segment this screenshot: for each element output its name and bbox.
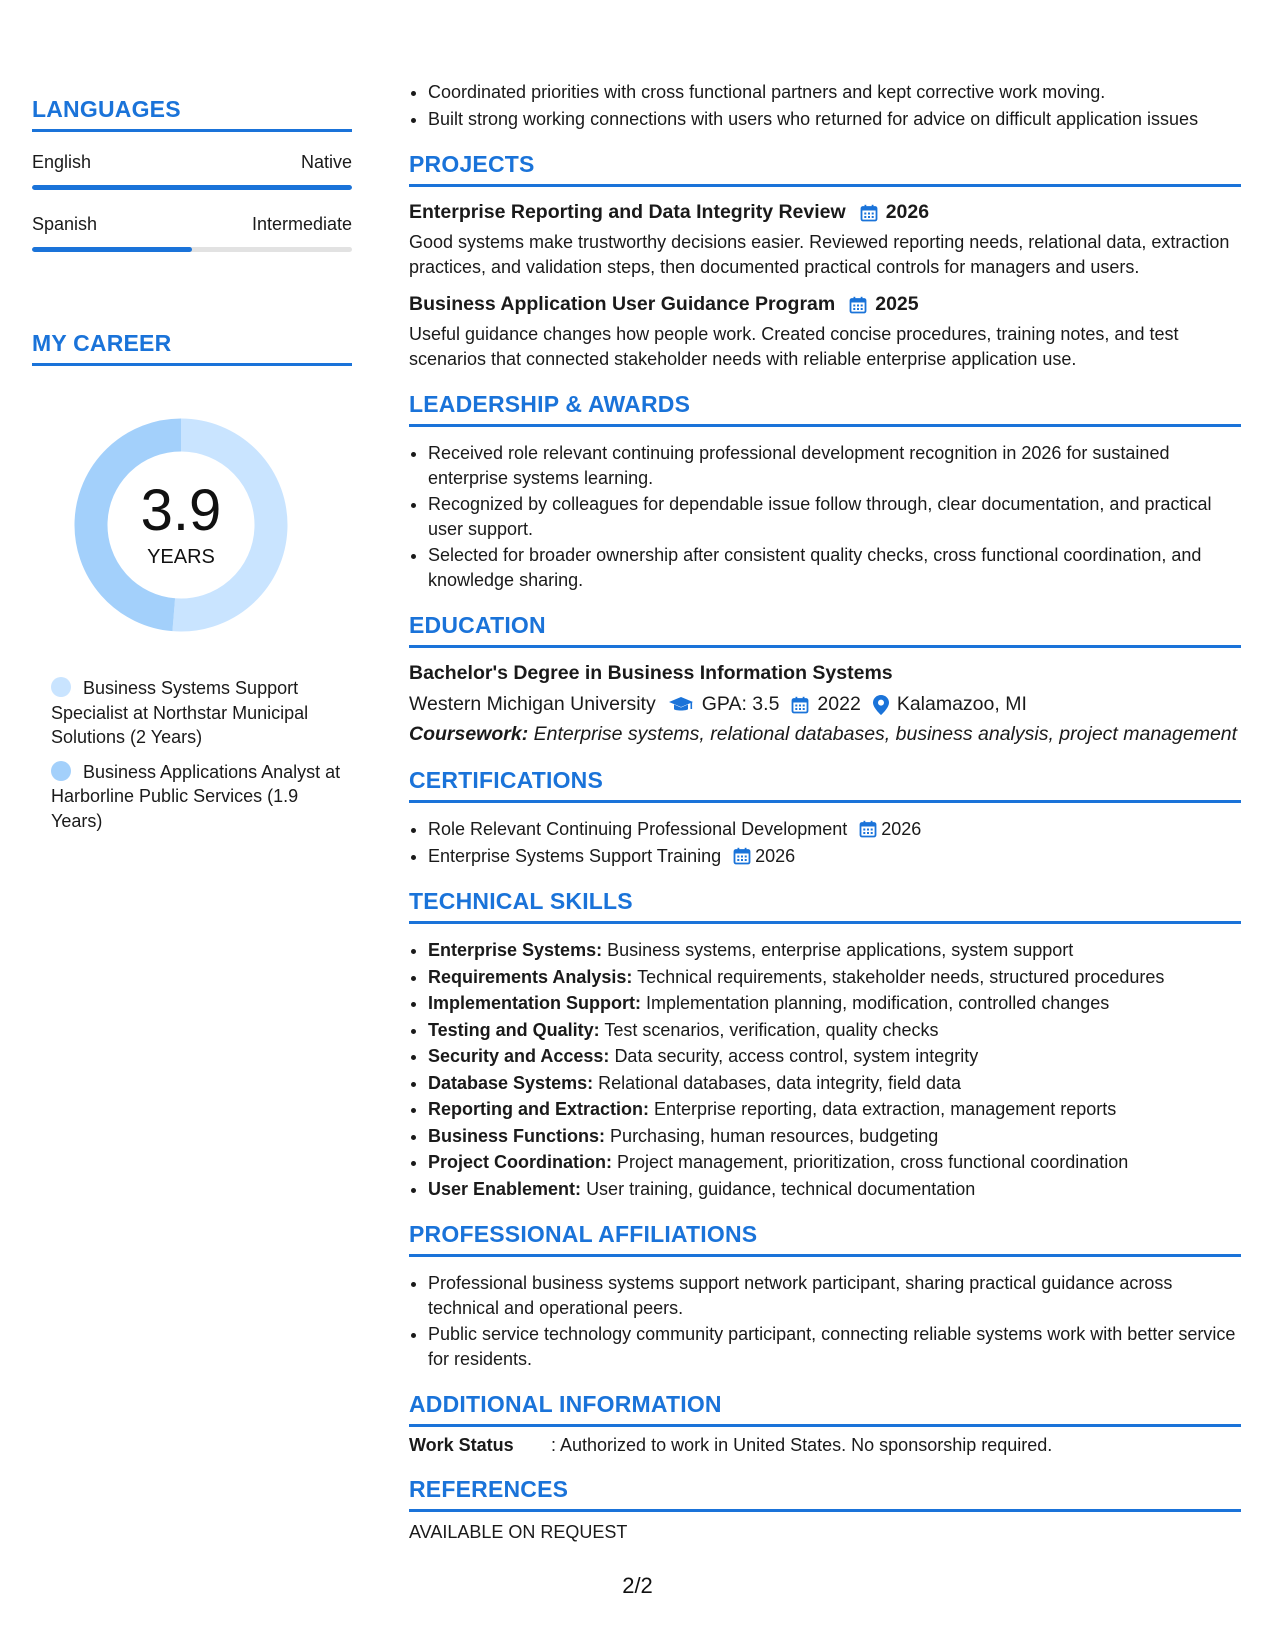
page-number: 2/2 [622, 1573, 653, 1598]
left-column [32, 96, 352, 843]
language-row [32, 152, 352, 173]
language-level: Native [300, 152, 352, 172]
education-details [409, 693, 1241, 716]
skill-values: Implementation planning, modification, controlled changes [646, 993, 1110, 1013]
skill-category: User Enablement: [428, 1178, 582, 1199]
skill-item [428, 1044, 1241, 1069]
language-level-bar [32, 185, 352, 190]
skill-values: Project management, prioritization, cross functional coordination [617, 1152, 1129, 1172]
work-status-row [409, 1435, 1241, 1456]
work-status-key: Work Status [409, 1435, 514, 1455]
skill-values: Relational databases, data integrity, field data [598, 1072, 962, 1093]
skill-item [428, 938, 1241, 963]
skill-category: Database Systems: [428, 1072, 594, 1093]
project-description: Good systems make trustworthy decisions easier. Reviewed reporting needs, relational data, extraction practices, and validation steps, then documented practical controls for managers and users. [409, 232, 1230, 277]
project-name: Business Application User Guidance Program [409, 293, 836, 315]
education-section [409, 612, 1241, 747]
references-section [409, 1476, 1241, 1543]
projects-section [409, 151, 1241, 371]
skill-category: Business Functions: [428, 1125, 606, 1146]
career-legend-label: Business Applications Analyst at Harborline Public Services (1.9 Years) [51, 761, 341, 831]
skills-section [409, 888, 1241, 1201]
skill-item [428, 965, 1241, 990]
education-degree: Bachelor's Degree in Business Information Systems [409, 662, 893, 684]
references-heading: REFERENCES [409, 1476, 1241, 1512]
education-year: 2022 [817, 693, 861, 715]
legend-dot [51, 677, 71, 697]
work-status-value: : Authorized to work in United States. No sponsorship required. [551, 1435, 1053, 1455]
calendar-icon [849, 296, 867, 314]
calendar-icon [733, 847, 751, 865]
skill-category: Enterprise Systems: [428, 940, 603, 960]
location-pin-icon [873, 695, 889, 715]
skill-item [428, 991, 1241, 1016]
additional-section [409, 1391, 1241, 1456]
skill-values: Test scenarios, verification, quality checks [604, 1019, 939, 1040]
skill-item [428, 1018, 1241, 1043]
graduation-cap-icon [668, 696, 694, 714]
coursework-text: Enterprise systems, relational databases, business analysis, project management [533, 723, 1238, 745]
bullet-item: • Public service technology community participant, connecting reliable systems work with better service for residents. [428, 1322, 1241, 1371]
certifications-heading: CERTIFICATIONS [409, 767, 1241, 803]
education-coursework [409, 722, 1241, 747]
skill-values: Purchasing, human resources, budgeting [610, 1125, 939, 1146]
skill-values: Business systems, enterprise applications, system support [607, 940, 1074, 960]
skill-item [428, 1097, 1241, 1122]
career-donut-chart [66, 410, 296, 640]
career-total-unit: YEARS [147, 545, 215, 568]
leadership-bullets [409, 441, 1241, 592]
affiliations-heading: PROFESSIONAL AFFILIATIONS [409, 1221, 1241, 1257]
career-legend-item [51, 760, 352, 834]
project-name: Enterprise Reporting and Data Integrity Review [409, 201, 846, 223]
language-row [32, 214, 352, 235]
skill-category: Implementation Support: [428, 993, 641, 1013]
skills-list [409, 938, 1241, 1201]
coursework-label: Coursework: [409, 723, 529, 745]
bullet-item: • Professional business systems support network participant, sharing practical guidance across technical and operational peers. [428, 1271, 1241, 1320]
additional-heading: ADDITIONAL INFORMATION [409, 1391, 1241, 1427]
project-header [409, 293, 1241, 316]
bullet-item: • Received role relevant continuing professional development recognition in 2026 for sustained enterprise systems learning. [428, 441, 1241, 490]
education-gpa: GPA: 3.5 [701, 693, 780, 715]
certifications-section [409, 767, 1241, 868]
certification-item [428, 817, 1241, 842]
certification-year: 2026 [755, 845, 796, 866]
skill-category: Project Coordination: [428, 1152, 612, 1172]
experience-bullets [409, 80, 1241, 131]
language-name: English [32, 152, 92, 172]
projects-heading: PROJECTS [409, 151, 1241, 187]
languages-list [32, 152, 352, 252]
project-year: 2025 [875, 293, 919, 315]
languages-heading: LANGUAGES [32, 96, 352, 132]
certification-name: • Enterprise Systems Support Training [428, 845, 722, 866]
skill-values: Data security, access control, system integrity [614, 1046, 979, 1066]
skill-category: Testing and Quality: [428, 1019, 600, 1040]
skill-category: Security and Access: [428, 1046, 610, 1066]
right-column [409, 80, 1241, 1543]
calendar-icon [859, 820, 877, 838]
language-level: Intermediate [251, 214, 352, 234]
legend-dot [51, 761, 71, 781]
project-item [409, 293, 1241, 371]
bullet-item: • Coordinated priorities with cross functional partners and kept corrective work moving. [428, 80, 1241, 105]
skill-item [428, 1071, 1241, 1096]
leadership-section [409, 391, 1241, 592]
calendar-icon [791, 696, 809, 714]
skill-item [428, 1150, 1241, 1175]
donut-center [66, 410, 296, 640]
bullet-item: • Built strong working connections with users who returned for advice on difficult application issues [428, 107, 1241, 132]
career-legend-item [51, 676, 352, 750]
skill-item [428, 1177, 1241, 1202]
affiliations-section [409, 1221, 1241, 1371]
bullet-item: • Selected for broader ownership after consistent quality checks, cross functional coordination, and knowledge sharing. [428, 543, 1241, 592]
certification-row [428, 844, 795, 869]
language-level-bar [32, 247, 352, 252]
certification-year: 2026 [881, 819, 922, 839]
certifications-list [409, 817, 1241, 868]
education-heading: EDUCATION [409, 612, 1241, 648]
certification-item [428, 844, 1241, 869]
language-level-fill [32, 185, 352, 190]
career-legend [32, 676, 352, 833]
project-item [409, 201, 1241, 279]
project-description: Useful guidance changes how people work. Created concise procedures, training notes, and test scenarios that connected stakeholder needs with reliable enterprise application use. [409, 324, 1179, 369]
skill-values: Enterprise reporting, data extraction, management reports [654, 1099, 1117, 1119]
skill-item [428, 1124, 1241, 1149]
education-school: Western Michigan University [409, 693, 656, 715]
references-text: AVAILABLE ON REQUEST [409, 1522, 628, 1542]
career-heading: MY CAREER [32, 330, 352, 366]
leadership-heading: LEADERSHIP & AWARDS [409, 391, 1241, 427]
project-header [409, 201, 1241, 224]
language-name: Spanish [32, 214, 98, 234]
certification-name: • Role Relevant Continuing Professional Development [428, 819, 848, 839]
bullet-item: • Recognized by colleagues for dependable issue follow through, clear documentation, and practical user support. [428, 492, 1241, 541]
skills-heading: TECHNICAL SKILLS [409, 888, 1241, 924]
language-level-fill [32, 247, 192, 252]
projects-list [409, 201, 1241, 371]
education-location: Kalamazoo, MI [896, 693, 1027, 715]
career-legend-label: Business Systems Support Specialist at Northstar Municipal Solutions (2 Years) [51, 678, 309, 747]
career-total-value: 3.9 [140, 477, 222, 543]
skill-category: Reporting and Extraction: [428, 1099, 650, 1119]
project-year: 2026 [885, 201, 930, 223]
skill-category: Requirements Analysis: [428, 966, 633, 987]
skill-values: User training, guidance, technical documentation [586, 1178, 976, 1199]
skill-values: Technical requirements, stakeholder needs, structured procedures [637, 966, 1165, 987]
affiliations-bullets [409, 1271, 1241, 1371]
certification-row [428, 817, 921, 842]
calendar-icon [860, 204, 878, 222]
